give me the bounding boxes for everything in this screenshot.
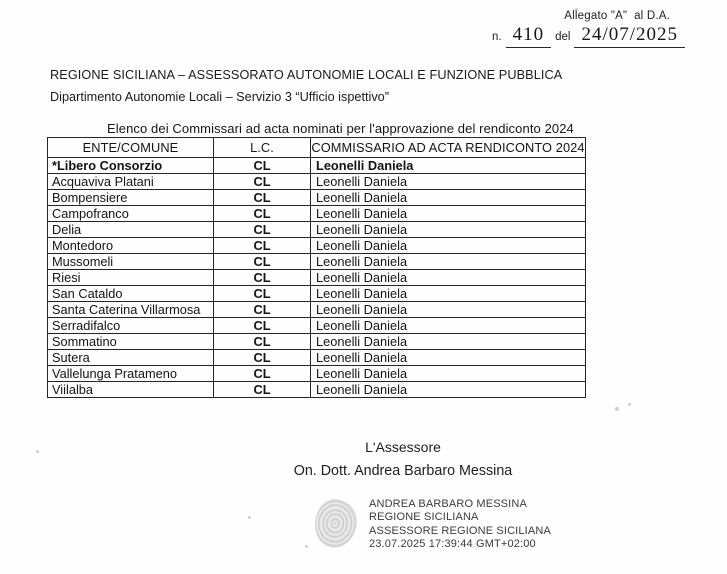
table-body [48, 158, 586, 398]
table-row [48, 302, 586, 318]
stamp-organization: REGIONE SICILIANA [369, 511, 479, 524]
table-row [48, 206, 586, 222]
cell-ente: Viilalba [48, 382, 214, 398]
header-department-line: Dipartimento Autonomie Locali – Servizio 3 “Ufficio ispettivo” [50, 90, 389, 104]
table-row [48, 270, 586, 286]
stamp-timestamp: 23.07.2025 17:39:44 GMT+02:00 [369, 538, 536, 551]
table-row [48, 222, 586, 238]
cell-lc: CL [214, 238, 311, 254]
table-row [48, 158, 586, 174]
cell-ente: *Libero Consorzio [48, 158, 214, 174]
cell-lc: CL [214, 206, 311, 222]
cell-commissario: Leonelli Daniela [311, 350, 586, 366]
cell-ente: Santa Caterina Villarmosa [48, 302, 214, 318]
table-header-row [48, 138, 586, 158]
signature-block [80, 439, 726, 479]
annex-reference [492, 10, 685, 48]
scan-speck [305, 545, 308, 548]
cell-lc: CL [214, 382, 311, 398]
cell-ente: Riesi [48, 270, 214, 286]
cell-lc: CL [214, 350, 311, 366]
scan-speck [36, 450, 39, 453]
document-header [50, 64, 562, 108]
cell-ente: Montedoro [48, 238, 214, 254]
table-row [48, 238, 586, 254]
cell-ente: Sommatino [48, 334, 214, 350]
column-header-lc: L.C. [214, 138, 311, 158]
cell-lc: CL [214, 158, 311, 174]
commissari-table [47, 137, 586, 398]
table-row [48, 334, 586, 350]
cell-lc: CL [214, 270, 311, 286]
stamp-signer-name: ANDREA BARBARO MESSINA [369, 498, 527, 510]
column-header-commissario: COMMISSARIO AD ACTA RENDICONTO 2024 [311, 138, 586, 158]
table-row [48, 286, 586, 302]
cell-lc: CL [214, 334, 311, 350]
annex-number-value: 410 [506, 24, 552, 48]
header-region-line: REGIONE SICILIANA – ASSESSORATO AUTONOMIE LOCALI E FUNZIONE PUBBLICA [50, 68, 563, 82]
cell-lc: CL [214, 286, 311, 302]
cell-lc: CL [214, 254, 311, 270]
cell-lc: CL [214, 190, 311, 206]
cell-lc: CL [214, 302, 311, 318]
table-row [48, 366, 586, 382]
table-row [48, 318, 586, 334]
cell-commissario: Leonelli Daniela [311, 302, 586, 318]
cell-commissario: Leonelli Daniela [311, 286, 586, 302]
cell-commissario: Leonelli Daniela [311, 190, 586, 206]
cell-lc: CL [214, 366, 311, 382]
annex-number-label: n. [491, 31, 502, 43]
cell-ente: Bompensiere [48, 190, 214, 206]
table-row [48, 254, 586, 270]
stamp-signer-role: ASSESSORE REGIONE SICILIANA [369, 524, 551, 537]
cell-commissario: Leonelli Daniela [311, 238, 586, 254]
cell-ente: Acquaviva Platani [48, 174, 214, 190]
table-row [48, 382, 586, 398]
annex-date-label: del [555, 31, 571, 43]
cell-commissario: Leonelli Daniela [311, 158, 586, 174]
table-row [48, 174, 586, 190]
table-title: Elenco dei Commissari ad acta nominati per l'approvazione del rendiconto 2024 [107, 121, 574, 136]
cell-commissario: Leonelli Daniela [311, 334, 586, 350]
table-row [48, 190, 586, 206]
signature-name: On. Dott. Andrea Barbaro Messina [293, 463, 513, 479]
spiral-seal-icon [313, 497, 360, 550]
cell-commissario: Leonelli Daniela [311, 318, 586, 334]
annex-number-line [492, 24, 685, 48]
cell-ente: Campofranco [48, 206, 214, 222]
signature-role: L'Assessore [365, 439, 441, 455]
cell-commissario: Leonelli Daniela [311, 270, 586, 286]
cell-commissario: Leonelli Daniela [311, 382, 586, 398]
cell-commissario: Leonelli Daniela [311, 206, 586, 222]
digital-signature-stamp [315, 496, 551, 552]
cell-ente: Mussomeli [48, 254, 214, 270]
annex-date-value: 24/07/2025 [574, 24, 685, 48]
cell-lc: CL [214, 318, 311, 334]
cell-ente: San Cataldo [48, 286, 214, 302]
cell-ente: Serradifalco [48, 318, 214, 334]
stamp-text [369, 496, 551, 552]
annex-title: Allegato "A" al D.A. [564, 10, 670, 22]
cell-commissario: Leonelli Daniela [311, 222, 586, 238]
cell-lc: CL [214, 222, 311, 238]
scan-speck [628, 403, 631, 406]
scan-speck [575, 8, 578, 11]
scan-speck [248, 516, 251, 519]
cell-lc: CL [214, 174, 311, 190]
scan-speck [615, 407, 619, 411]
cell-commissario: Leonelli Daniela [311, 254, 586, 270]
column-header-ente: ENTE/COMUNE [48, 138, 214, 158]
cell-commissario: Leonelli Daniela [311, 366, 586, 382]
cell-ente: Vallelunga Pratameno [48, 366, 214, 382]
cell-commissario: Leonelli Daniela [311, 174, 586, 190]
table-row [48, 350, 586, 366]
cell-ente: Sutera [48, 350, 214, 366]
cell-ente: Delia [48, 222, 214, 238]
